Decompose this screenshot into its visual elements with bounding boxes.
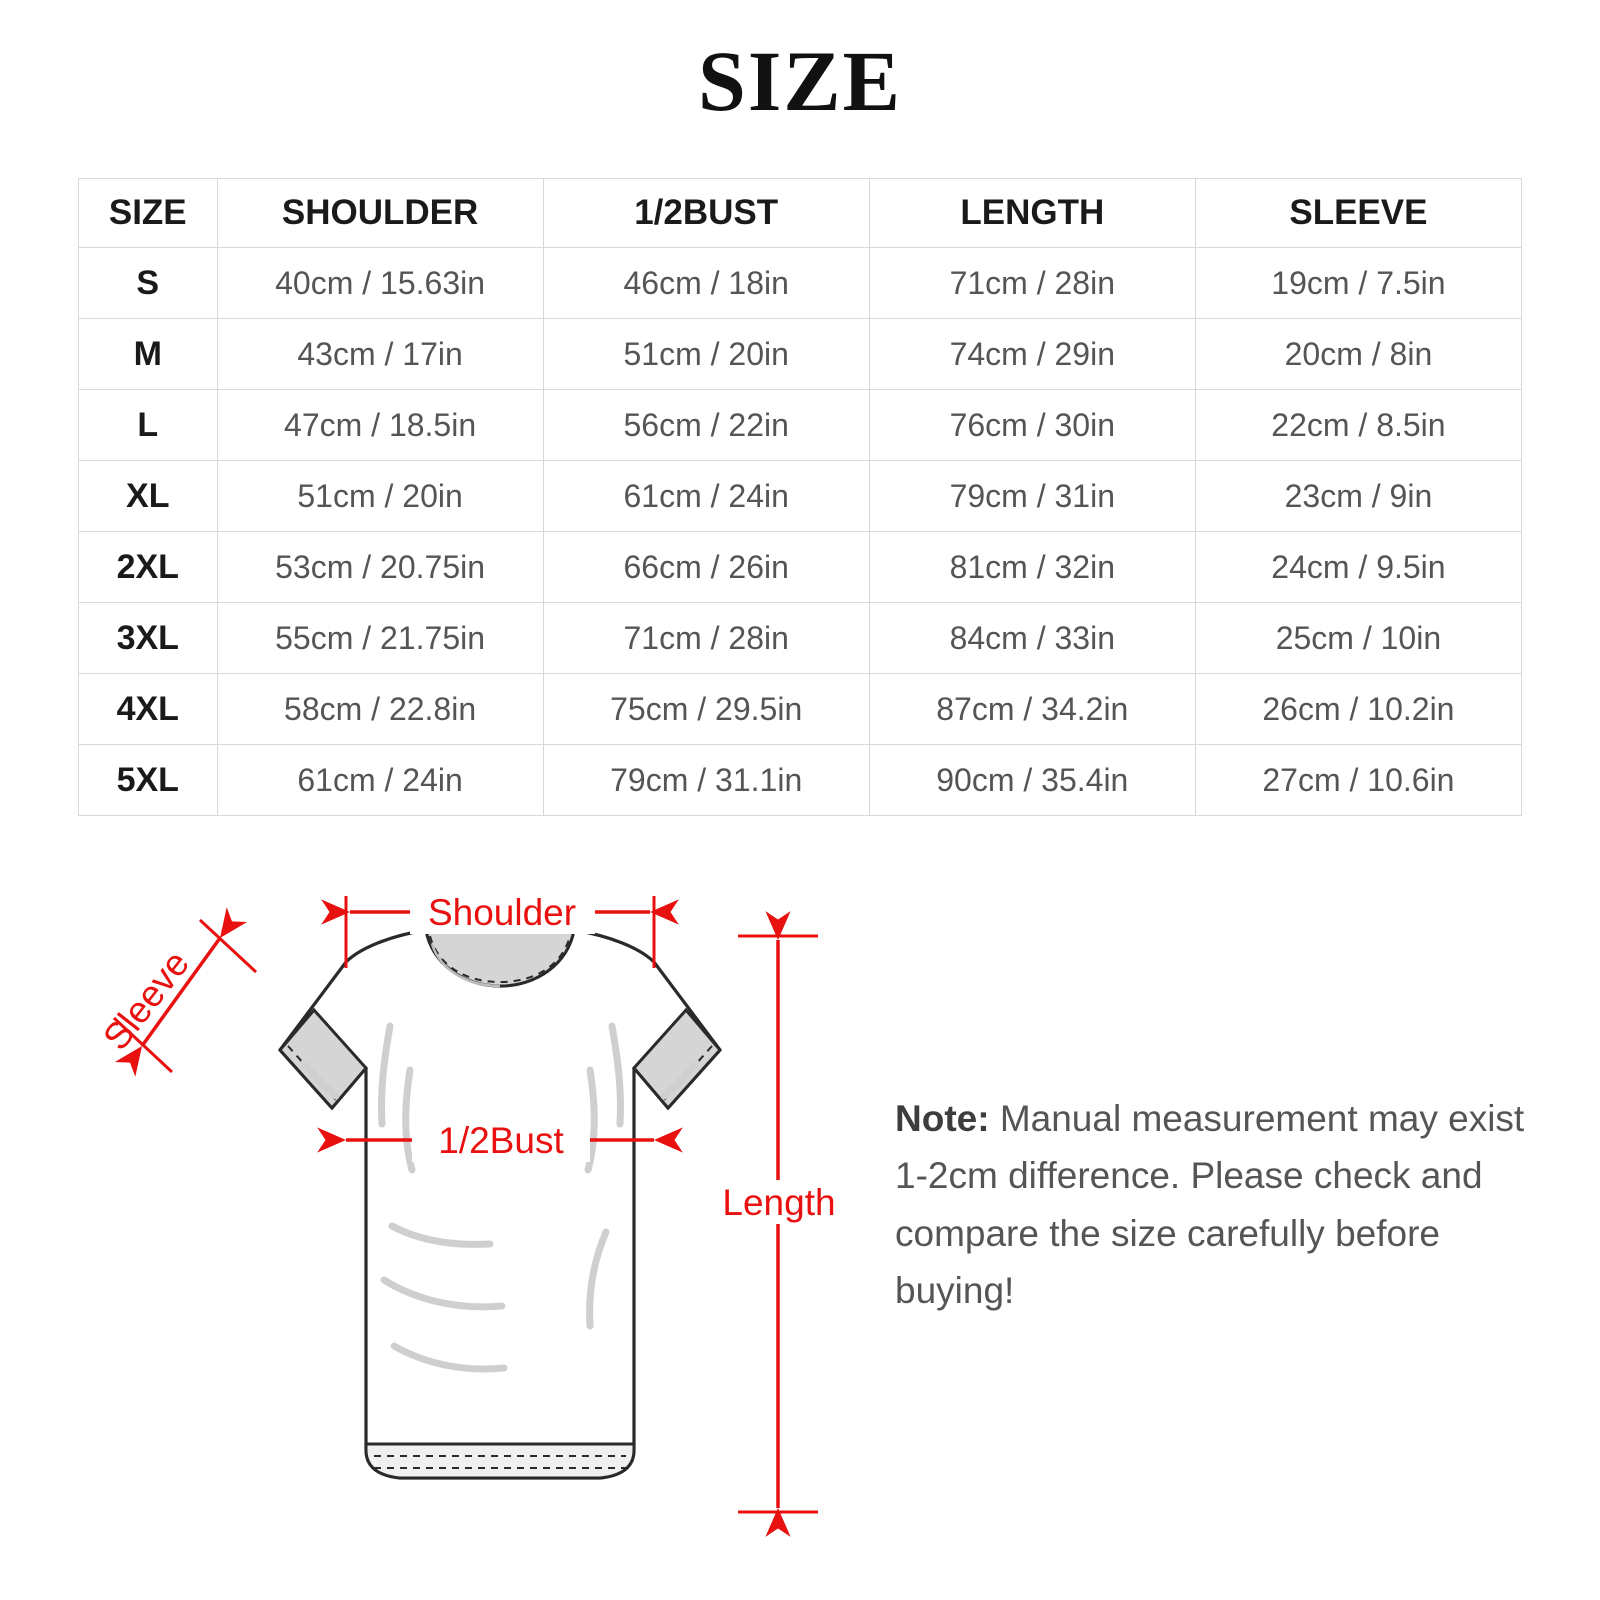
- cell-shoulder: 55cm / 21.75in: [217, 603, 543, 674]
- column-header-bust: 1/2BUST: [543, 179, 869, 248]
- cell-shoulder: 58cm / 22.8in: [217, 674, 543, 745]
- cell-bust: 61cm / 24in: [543, 461, 869, 532]
- cell-size: XL: [79, 461, 218, 532]
- measurement-diagram: [60, 840, 860, 1560]
- cell-length: 81cm / 32in: [869, 532, 1195, 603]
- table-row: [79, 461, 1522, 532]
- cell-sleeve: 27cm / 10.6in: [1195, 745, 1521, 816]
- cell-sleeve: 20cm / 8in: [1195, 319, 1521, 390]
- cell-size: S: [79, 248, 218, 319]
- table-row: [79, 532, 1522, 603]
- cell-shoulder: 61cm / 24in: [217, 745, 543, 816]
- cell-length: 79cm / 31in: [869, 461, 1195, 532]
- cell-shoulder: 53cm / 20.75in: [217, 532, 543, 603]
- note-label: Note:: [895, 1098, 990, 1139]
- cell-bust: 71cm / 28in: [543, 603, 869, 674]
- cell-shoulder: 43cm / 17in: [217, 319, 543, 390]
- table-row: [79, 674, 1522, 745]
- cell-size: 3XL: [79, 603, 218, 674]
- tshirt-outline: [280, 930, 720, 1478]
- column-header-shoulder: SHOULDER: [217, 179, 543, 248]
- cell-length: 71cm / 28in: [869, 248, 1195, 319]
- cell-length: 74cm / 29in: [869, 319, 1195, 390]
- column-header-size: SIZE: [79, 179, 218, 248]
- size-chart-table: [78, 178, 1522, 816]
- cell-sleeve: 26cm / 10.2in: [1195, 674, 1521, 745]
- cell-size: 5XL: [79, 745, 218, 816]
- cell-bust: 46cm / 18in: [543, 248, 869, 319]
- length-dimension: [722, 936, 835, 1512]
- cell-bust: 66cm / 26in: [543, 532, 869, 603]
- cell-length: 87cm / 34.2in: [869, 674, 1195, 745]
- tshirt-illustration: [280, 922, 720, 1478]
- shoulder-label: Shoulder: [427, 892, 577, 933]
- cell-size: 2XL: [79, 532, 218, 603]
- note-block: [895, 1090, 1555, 1319]
- cell-sleeve: 25cm / 10in: [1195, 603, 1521, 674]
- cell-bust: 56cm / 22in: [543, 390, 869, 461]
- table-row: [79, 603, 1522, 674]
- sleeve-dimension: [95, 920, 256, 1072]
- page-title: SIZE: [697, 33, 903, 129]
- cell-shoulder: 47cm / 18.5in: [217, 390, 543, 461]
- table-row: [79, 319, 1522, 390]
- cell-length: 84cm / 33in: [869, 603, 1195, 674]
- cell-bust: 75cm / 29.5in: [543, 674, 869, 745]
- column-header-length: LENGTH: [869, 179, 1195, 248]
- cell-sleeve: 19cm / 7.5in: [1195, 248, 1521, 319]
- note-text: Manual measurement may exist 1-2cm difference. Please check and compare the size carefully before buying!: [895, 1098, 1525, 1312]
- table-row: [79, 390, 1522, 461]
- length-label: Length: [722, 1182, 836, 1223]
- cell-sleeve: 24cm / 9.5in: [1195, 532, 1521, 603]
- cell-size: L: [79, 390, 218, 461]
- cell-bust: 79cm / 31.1in: [543, 745, 869, 816]
- column-header-sleeve: SLEEVE: [1195, 179, 1521, 248]
- table-header-row: [79, 179, 1522, 248]
- table-row: [79, 248, 1522, 319]
- hem: [366, 1444, 634, 1478]
- cell-size: M: [79, 319, 218, 390]
- sleeve-label: Sleeve: [95, 943, 198, 1058]
- cell-sleeve: 22cm / 8.5in: [1195, 390, 1521, 461]
- bust-label: 1/2Bust: [438, 1120, 564, 1161]
- table-row: [79, 745, 1522, 816]
- cell-shoulder: 51cm / 20in: [217, 461, 543, 532]
- cell-sleeve: 23cm / 9in: [1195, 461, 1521, 532]
- cell-size: 4XL: [79, 674, 218, 745]
- cell-length: 90cm / 35.4in: [869, 745, 1195, 816]
- cell-bust: 51cm / 20in: [543, 319, 869, 390]
- cell-shoulder: 40cm / 15.63in: [217, 248, 543, 319]
- cell-length: 76cm / 30in: [869, 390, 1195, 461]
